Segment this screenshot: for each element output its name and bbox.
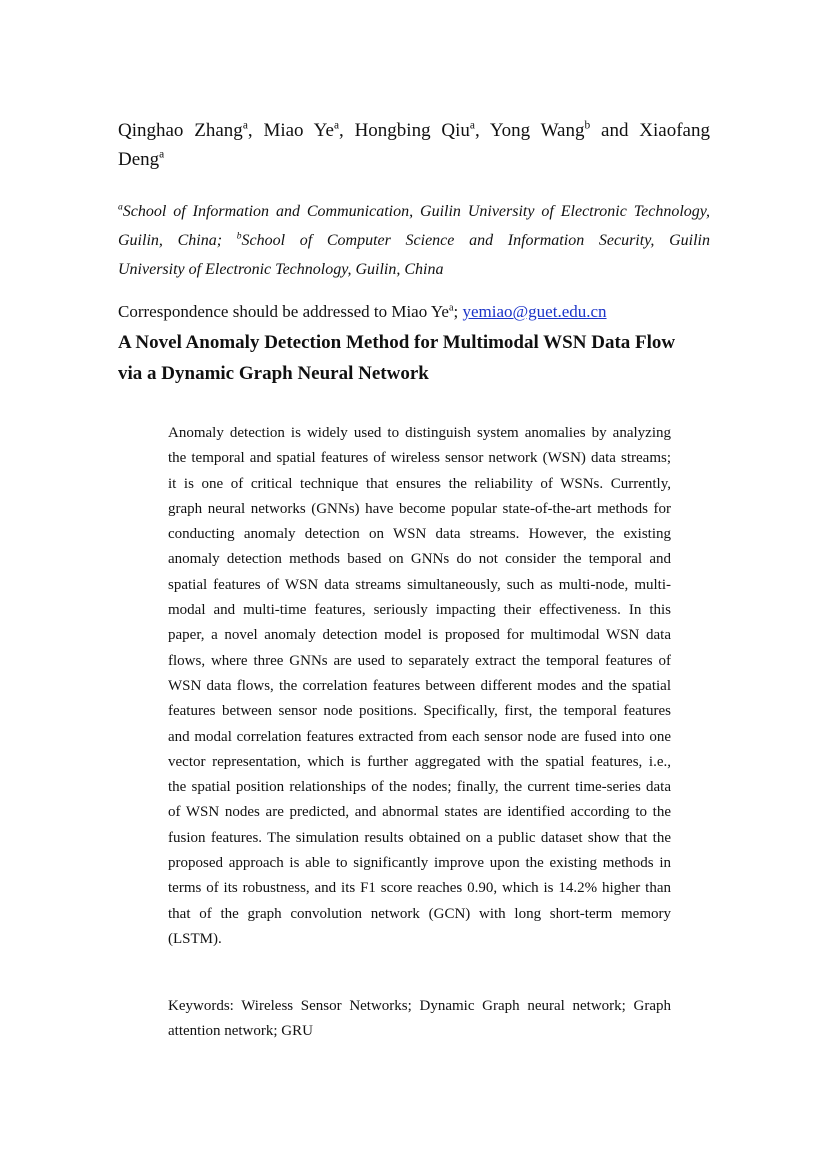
keywords-line-2: attention network; GRU [168, 1023, 313, 1040]
abstract-line: vector representation, which is further aggregated with the spatial features, i.e., [168, 753, 671, 770]
abstract-line: flows, where three GNNs are used to separately extract the temporal features of [168, 652, 671, 669]
abstract-line: paper, a novel anomaly detection model is proposed for multimodal WSN data [168, 627, 671, 644]
abstract-line: Anomaly detection is widely used to distinguish system anomalies by analyzing [168, 425, 671, 441]
abstract-line: it is one of critical technique that ensures the reliability of WSNs. Currently, [168, 475, 671, 492]
abstract-line: graph neural networks (GNNs) have become popular state-of-the-art methods for [168, 500, 671, 517]
abstract-line: the spatial position relationships of the nodes; finally, the current time-series data [168, 779, 671, 796]
email-link[interactable]: yemiao@guet.edu.cn [462, 302, 607, 321]
author-name: Yong Wang [489, 120, 585, 141]
affiliation-line-3: University of Electronic Technology, Guilin, China [118, 261, 444, 278]
affiliation-line-2: Guilin, China; $^b$School of Computer Science and Information Security, Guilin [118, 230, 710, 249]
abstract-line: fusion features. The simulation results obtained on a public dataset show that the [168, 829, 671, 846]
title-line-2: via a Dynamic Graph Neural Network [118, 363, 429, 384]
keywords-line-1: Keywords: Wireless Sensor Networks; Dynamic Graph neural network; Graph [168, 998, 671, 1014]
author-name: Xiaofang [639, 120, 710, 141]
affiliations [118, 197, 710, 284]
author-name: Hongbing Qiu [354, 120, 470, 141]
abstract-line: the temporal and spatial features of wireless sensor network (WSN) data streams; [168, 450, 671, 467]
abstract-line: features between sensor node positions. Specifically, first, the temporal features [168, 703, 671, 720]
abstract-line: terms of its robustness, and its F1 score reaches 0.90, which is 14.2% higher than [168, 880, 671, 897]
abstract-line: anomaly detection methods based on GNNs do not consider the temporal and [168, 551, 671, 568]
author-line-2 [118, 149, 164, 170]
abstract-line: (LSTM). [168, 930, 222, 947]
abstract-line: conducting anomaly detection on WSN data streams. However, the existing [168, 526, 671, 543]
affiliation-line-1: $^a$School of Information and Communication, Guilin University of Electronic Technology, [118, 201, 710, 220]
title-line-1: A Novel Anomaly Detection Method for Multimodal WSN Data Flow [118, 332, 676, 353]
abstract-line: WSN data flows, the correlation features between different modes and the spatial [168, 677, 671, 694]
keywords [168, 994, 671, 1045]
abstract-line: that of the graph convolution network (GCN) with long short-term memory [168, 905, 671, 922]
abstract [168, 421, 671, 952]
author-name: Qinghao Zhang [118, 120, 243, 141]
abstract-line: proposed approach is able to significantly improve upon the existing methods in [168, 855, 671, 872]
author-affiliation-mark: b [584, 119, 591, 132]
author-affiliation-mark: a [469, 119, 475, 132]
author-name: Deng [118, 149, 160, 170]
abstract-line: and modal correlation features extracted from each sensor node are fused into one [168, 728, 671, 745]
author-affiliation-mark: a [242, 119, 248, 132]
correspondence: Correspondence should be addressed to Miao Ye$^a$; yemiao@guet.edu.cn [118, 302, 607, 321]
author-line-1: Qinghao Zhang$^a$, Miao Ye$^a$, Hongbing Qiu$^a$, Yong Wang$^b$ and Xiaofang [118, 119, 710, 141]
author-affiliation-mark: a [333, 119, 339, 132]
author-list [118, 116, 710, 174]
abstract-line: modal and multi-time features, seriously impacting their effectiveness. In this [168, 602, 671, 619]
paper-title [118, 327, 718, 389]
abstract-line: spatial features of WSN data streams simultaneously, such as multi-node, multi- [168, 576, 671, 593]
author-affiliation-mark: a [159, 148, 165, 161]
abstract-line: of WSN nodes are predicted, and abnormal states are identified according to the [168, 804, 671, 821]
author-name: Miao Ye [263, 120, 334, 141]
